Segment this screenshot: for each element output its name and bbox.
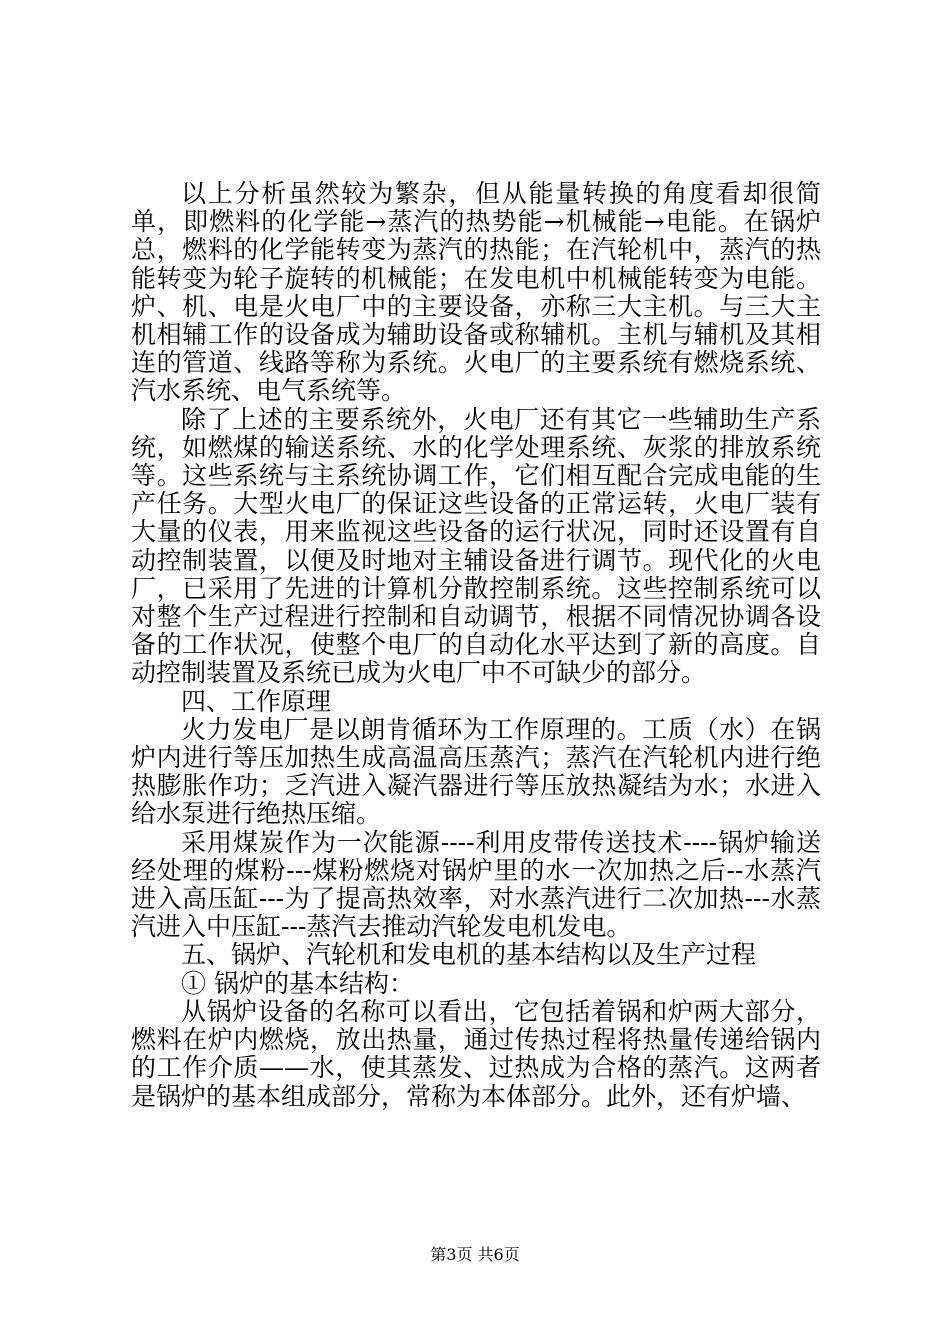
paragraph-process-flow: 采用煤炭作为一次能源----利用皮带传送技术----锅炉输送经处理的煤粉---煤粉燃烧对锅炉里的水一次加热之后--水蒸汽进入高压缸---为了提高热效率，对水蒸汽进行二次加热---水蒸汽进入中压缸---蒸汽去推动汽轮发电机发电。	[131, 827, 821, 942]
paragraph-auxiliary-systems: 除了上述的主要系统外，火电厂还有其它一些辅助生产系统，如燃煤的输送系统、水的化学处理系统、灰浆的排放系统等。这些系统与主系统协调工作，它们相互配合完成电能的生产任务。大型火电厂的保证这些设备的正常运转，火电厂装有大量的仪表，用来监视这些设备的运行状况，同时还设置有自动控制装置，以便及时地对主辅设备进行调节。现代化的火电厂，已采用了先进的计算机分散控制系统。这些控制系统可以对整个生产过程进行控制和自动调节，根据不同情况协调各设备的工作状况，使整个电厂的自动化水平达到了新的高度。自动控制装置及系统已成为火电厂中不可缺少的部分。	[131, 404, 821, 688]
document-body	[131, 180, 821, 1111]
page-number-footer: 第3页 共6页	[430, 1245, 520, 1264]
paragraph-rankine-cycle: 火力发电厂是以朗肯循环为工作原理的。工质（水）在锅炉内进行等压加热生成高温高压蒸汽；蒸汽在汽轮机内进行绝热膨胀作功；乏汽进入凝汽器进行等压放热凝结为水；水进入给水泵进行绝热压缩。	[131, 714, 821, 829]
paragraph-energy-conversion: 以上分析虽然较为繁杂，但从能量转换的角度看却很简单，即燃料的化学能→蒸汽的热势能→机械能→电能。在锅炉总，燃料的化学能转变为蒸汽的热能；在汽轮机中，蒸汽的热能转变为轮子旋转的机械能；在发电机中机械能转变为电能。炉、机、电是火电厂中的主要设备，亦称三大主机。与三大主机相辅工作的设备成为辅助设备或称辅机。主机与辅机及其相连的管道、线路等称为系统。火电厂的主要系统有燃烧系统、汽水系统、电气系统等。	[131, 179, 821, 406]
paragraph-boiler-description: 从锅炉设备的名称可以看出，它包括着锅和炉两大部分，燃料在炉内燃烧，放出热量，通过传热过程将热量传递给锅内的工作介质——水，使其蒸发、过热成为合格的蒸汽。这两者是锅炉的基本组成部分，常称为本体部分。此外，还有炉墙、	[131, 996, 821, 1111]
subheading-boiler-structure: ① 锅炉的基本结构：	[181, 968, 414, 998]
section-heading-basic-structure: 五、锅炉、汽轮机和发电机的基本结构以及生产过程	[181, 940, 757, 970]
section-heading-working-principle: 四、工作原理	[181, 686, 332, 716]
